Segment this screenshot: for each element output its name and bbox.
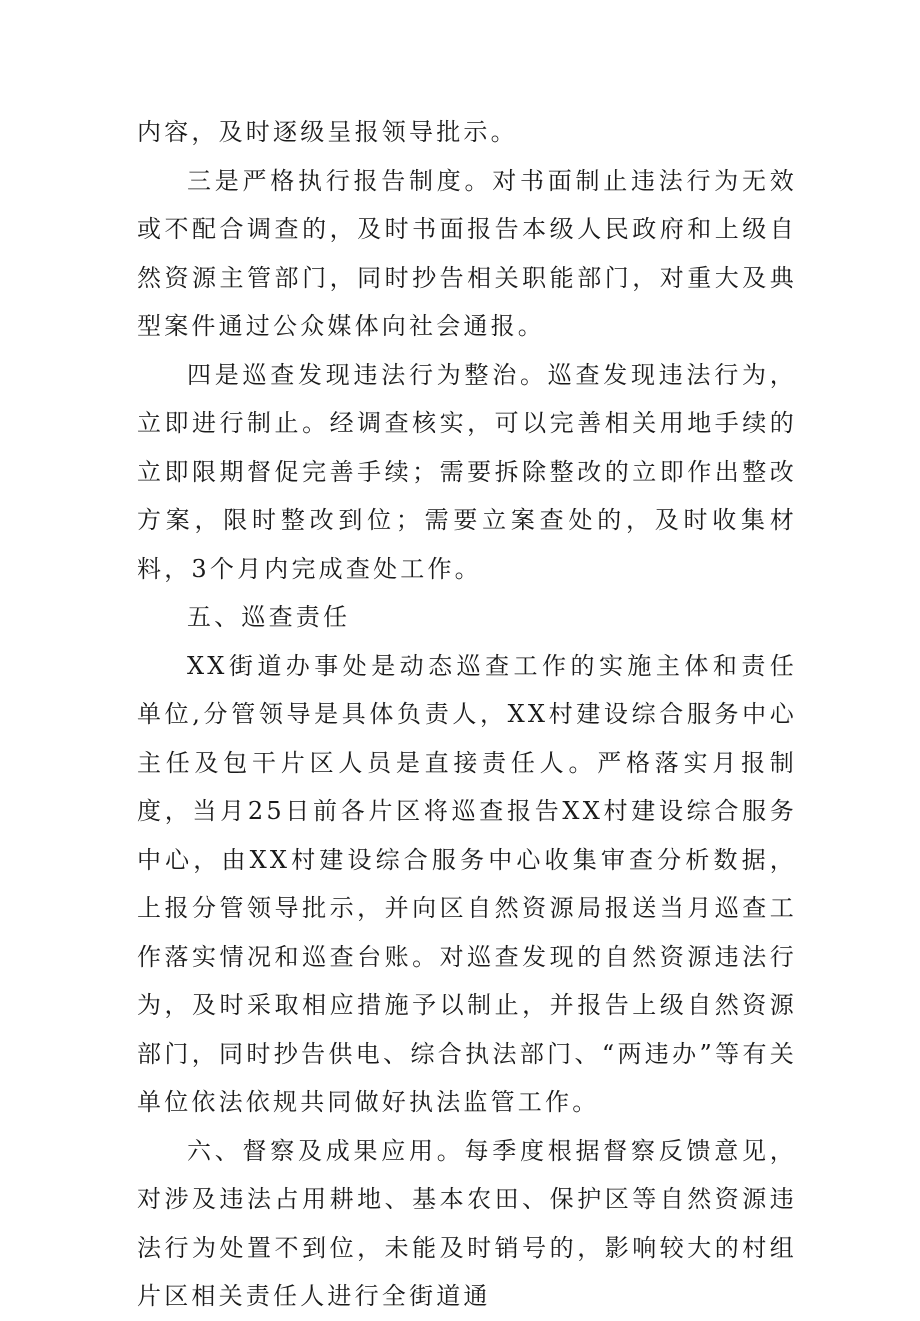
paragraph-reporting-system: 三是严格执行报告制度。对书面制止违法行为无效或不配合调查的，及时书面报告本级人民政府和上级自然资源主管部门，同时抄告相关职能部门，对重大及典型案件通过公众媒体向社会通报。 [137,166,797,340]
paragraph-violation-rectification: 四是巡查发现违法行为整治。巡查发现违法行为，立即进行制止。经调查核实，可以完善相关用地手续的立即限期督促完善手续；需要拆除整改的立即作出整改方案，限时整改到位；需要立案查处的，及时收集材料，3个月内完成查处工作。 [137,360,797,583]
document-body [137,108,797,1321]
section-heading-inspection-responsibility: 五、巡查责任 [187,603,351,631]
paragraph-continuation: 内容，及时逐级呈报领导批示。 [137,118,518,146]
paragraph-responsibility-details: XX街道办事处是动态巡查工作的实施主体和责任单位,分管领导是具体负责人，XX村建设综合服务中心主任及包干片区人员是直接责任人。严格落实月报制度，当月25日前各片区将巡查报告XX村建设综合服务中心，由XX村建设综合服务中心收集审查分析数据，上报分管领导批示，并向区自然资源局报送当月巡查工作落实情况和巡查台账。对巡查发现的自然资源违法行为，及时采取相应措施予以制止，并报告上级自然资源部门，同时抄告供电、综合执法部门、“两违办”等有关单位依法依规共同做好执法监管工作。 [137,651,797,1116]
paragraph-supervision-results: 六、督察及成果应用。每季度根据督察反馈意见，对涉及违法占用耕地、基本农田、保护区等自然资源违法行为处置不到位，未能及时销号的，影响较大的村组片区相关责任人进行全街道通 [137,1136,797,1310]
